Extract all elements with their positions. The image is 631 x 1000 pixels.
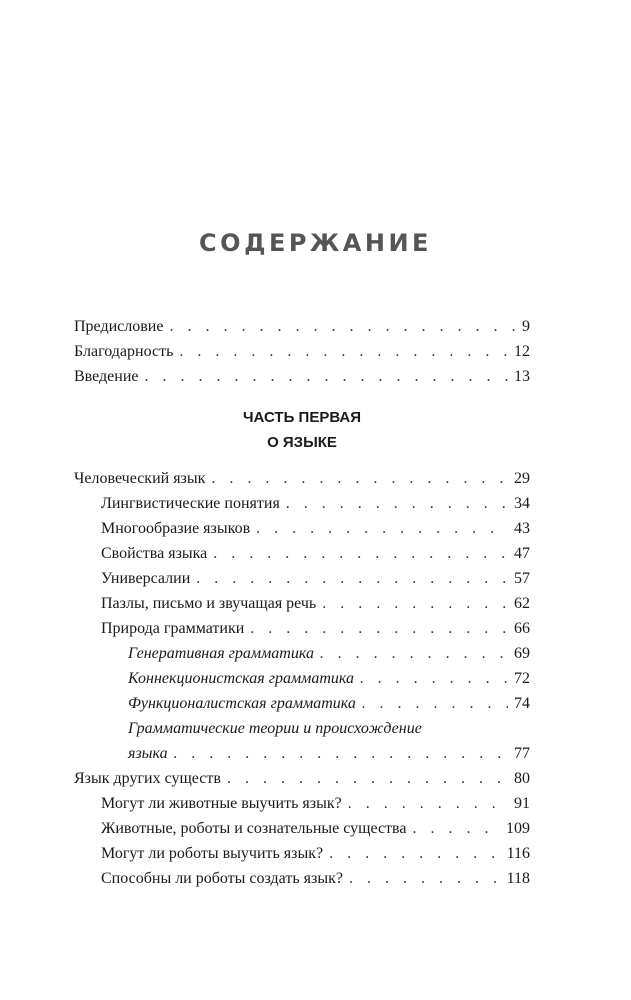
toc-page-number: 118 bbox=[506, 870, 530, 887]
part-title-heading: О ЯЗЫКЕ bbox=[267, 434, 337, 451]
toc-entry-label: Язык других существ bbox=[74, 770, 221, 787]
toc-page-number: 116 bbox=[506, 845, 530, 862]
dot-leader bbox=[169, 314, 516, 339]
toc-section bbox=[74, 841, 530, 866]
toc-entry-label: Функционалистская грамматика bbox=[128, 695, 356, 712]
toc-section bbox=[74, 616, 530, 641]
toc-section bbox=[74, 591, 530, 616]
toc-page-number: 62 bbox=[514, 595, 530, 612]
toc-subsection bbox=[74, 641, 530, 666]
toc-entry-label: Могут ли животные выучить язык? bbox=[101, 795, 342, 812]
toc-subsection bbox=[74, 666, 530, 691]
toc-entry-label: Коннекционистская грамматика bbox=[128, 670, 354, 687]
toc-section bbox=[74, 491, 530, 516]
dot-leader bbox=[349, 866, 501, 891]
toc-page-number: 9 bbox=[522, 318, 530, 335]
toc-page-number: 29 bbox=[514, 470, 530, 487]
toc-page-number: 72 bbox=[514, 670, 530, 687]
toc-entry-label-continued: языка bbox=[128, 745, 168, 762]
dot-leader bbox=[174, 741, 508, 766]
toc-page-number: 57 bbox=[514, 570, 530, 587]
toc-page-number: 34 bbox=[514, 495, 530, 512]
dot-leader bbox=[362, 691, 508, 716]
page-title: СОДЕРЖАНИЕ bbox=[199, 229, 432, 257]
toc-entry-label: Лингвистические понятия bbox=[101, 495, 280, 512]
toc-entry-label: Пазлы, письмо и звучащая речь bbox=[101, 595, 317, 612]
part-heading-block bbox=[74, 389, 530, 466]
dot-leader bbox=[320, 641, 508, 666]
toc-section bbox=[74, 866, 530, 891]
toc-page-number: 43 bbox=[514, 520, 530, 537]
toc-page-number: 13 bbox=[514, 368, 530, 385]
toc-subsection bbox=[74, 691, 530, 716]
toc-section bbox=[74, 541, 530, 566]
dot-leader bbox=[227, 766, 508, 791]
part-number-heading: ЧАСТЬ ПЕРВАЯ bbox=[242, 409, 362, 426]
dot-leader bbox=[348, 791, 508, 816]
toc-entry-acknowledgements bbox=[74, 339, 530, 364]
toc-page-number: 91 bbox=[514, 795, 530, 812]
toc-entry-label: Многообразие языков bbox=[101, 520, 251, 537]
dot-leader bbox=[196, 566, 508, 591]
toc-entry-label: Предисловие bbox=[74, 318, 164, 335]
toc-section bbox=[74, 791, 530, 816]
toc-chapter bbox=[74, 466, 530, 491]
dot-leader bbox=[179, 339, 508, 364]
dot-leader bbox=[329, 841, 500, 866]
toc-entry-label: Введение bbox=[74, 368, 139, 385]
toc-page-number: 12 bbox=[514, 343, 530, 360]
toc-entry-label: Свойства языка bbox=[101, 545, 208, 562]
toc-page-number: 80 bbox=[514, 770, 530, 787]
dot-leader bbox=[256, 516, 508, 541]
toc-entry-preface bbox=[74, 314, 530, 339]
toc-entry-label: Могут ли роботы выучить язык? bbox=[101, 845, 324, 862]
toc-subsection bbox=[74, 741, 530, 766]
toc-page-number: 66 bbox=[514, 620, 530, 637]
toc-section bbox=[74, 566, 530, 591]
toc-section bbox=[74, 816, 530, 841]
dot-leader bbox=[286, 491, 508, 516]
toc-page-number: 47 bbox=[514, 545, 530, 562]
dot-leader bbox=[213, 541, 508, 566]
toc-entry-label: Человеческий язык bbox=[74, 470, 206, 487]
toc-entry-label: Животные, роботы и сознательные существа bbox=[101, 820, 407, 837]
toc-entry-label: Способны ли роботы создать язык? bbox=[101, 870, 343, 887]
toc-chapter bbox=[74, 766, 530, 791]
dot-leader bbox=[322, 591, 508, 616]
dot-leader bbox=[145, 364, 509, 389]
toc-entry-label: Универсалии bbox=[101, 570, 191, 587]
dot-leader bbox=[412, 816, 500, 841]
toc-page-number: 74 bbox=[514, 695, 530, 712]
toc-entry-introduction bbox=[74, 364, 530, 389]
toc-page-number: 69 bbox=[514, 645, 530, 662]
toc-page-number: 77 bbox=[514, 745, 530, 762]
toc-entry-label: Генеративная грамматика bbox=[128, 645, 314, 662]
dot-leader bbox=[250, 616, 508, 641]
dot-leader bbox=[360, 666, 508, 691]
toc-entry-label: Грамматические теории и происхождение bbox=[128, 720, 422, 737]
table-of-contents bbox=[74, 314, 530, 891]
toc-entry-label: Природа грамматики bbox=[101, 620, 245, 637]
toc-entry-label: Благодарность bbox=[74, 343, 174, 360]
toc-page-number: 109 bbox=[506, 820, 530, 837]
toc-section bbox=[74, 516, 530, 541]
dot-leader bbox=[211, 466, 508, 491]
